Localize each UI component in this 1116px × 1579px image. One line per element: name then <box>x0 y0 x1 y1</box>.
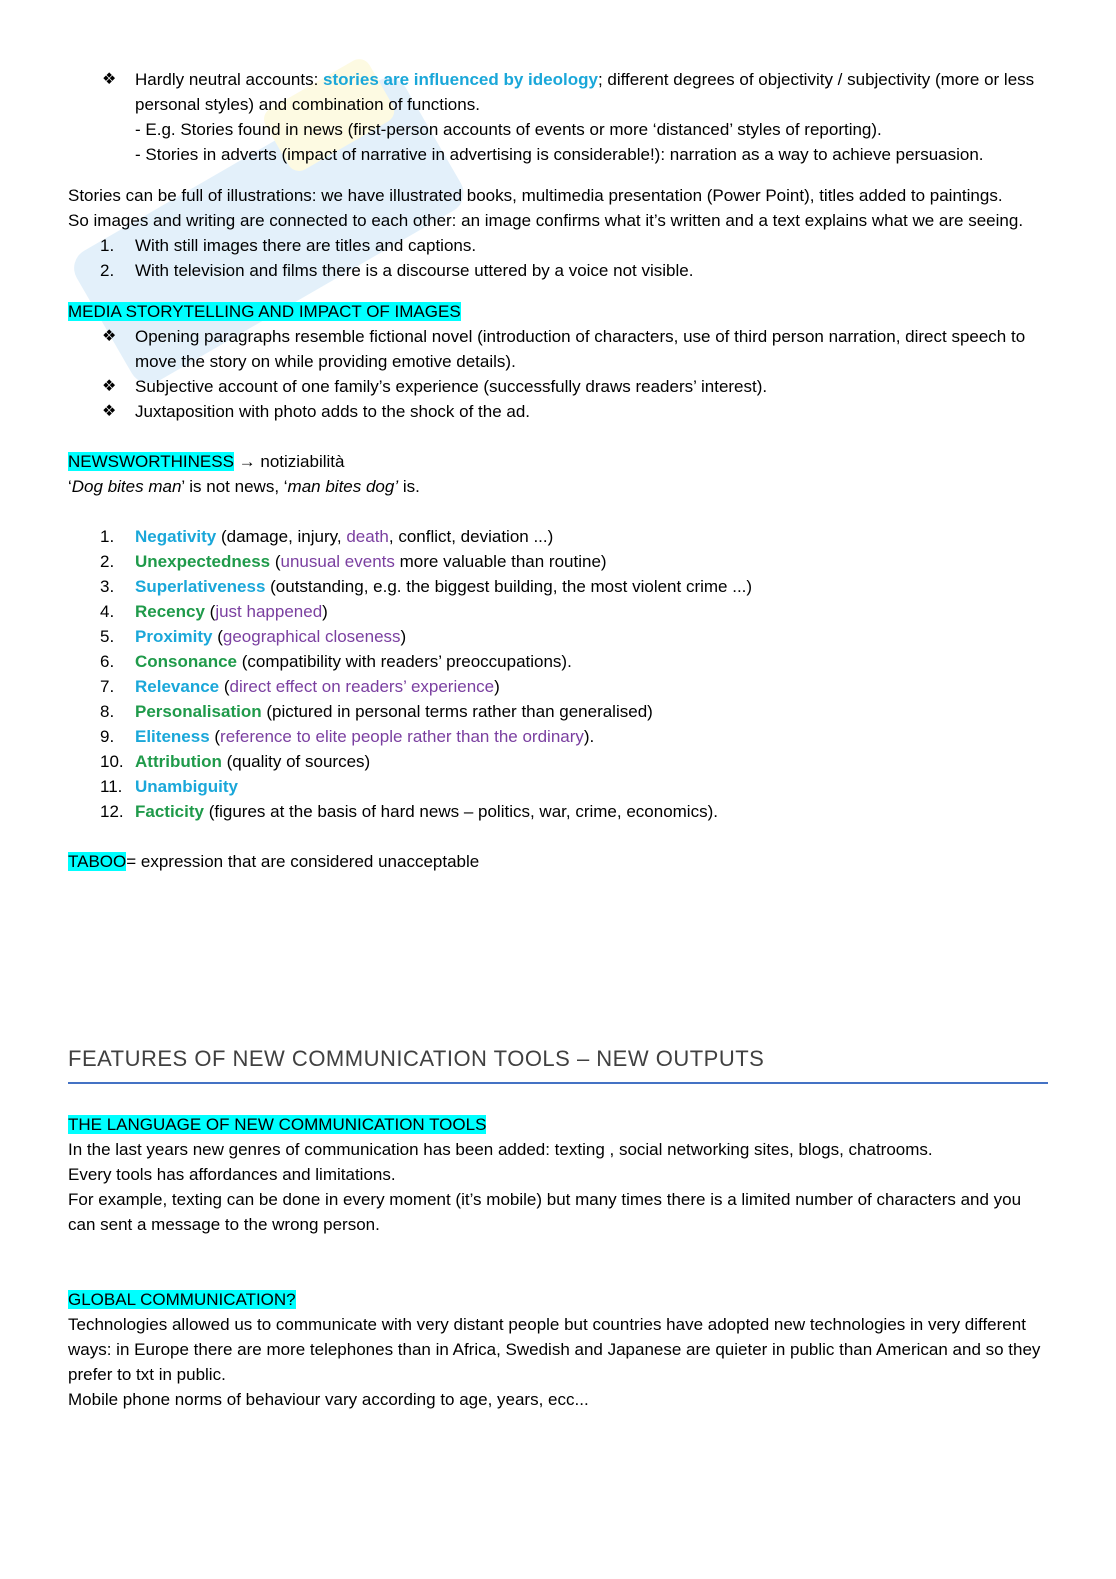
intro-bullet: ❖ Hardly neutral accounts: stories are influenced by ideology; different degrees of objectivity / subjectivity (more or less personal styles) and combination of functions. - E.g. Stories found in news (first-person accounts of events or more ‘distanced’ styles of reporting). - Stories in adverts (impact of narrative in advertising is considerable!): narration as a way to achieve persuasion. <box>68 67 1048 167</box>
news-value-emphasis: just happened <box>215 602 323 621</box>
language-heading: THE LANGUAGE OF NEW COMMUNICATION TOOLS <box>68 1115 487 1134</box>
language-paragraph-3: For example, texting can be done in every moment (it’s mobile) but many times there is a limited number of characters and you can sent a message to the wrong person. <box>68 1190 1022 1234</box>
news-value-text: ) <box>494 677 500 696</box>
news-value-text: ( <box>209 727 221 746</box>
news-value-text: ( <box>212 627 223 646</box>
news-value-term: Unexpectedness <box>135 552 271 571</box>
list-number: 10. <box>100 752 124 771</box>
news-value-text: ) <box>322 602 328 621</box>
media-bullet-list <box>68 324 1048 424</box>
news-value-term: Proximity <box>135 627 213 646</box>
news-value-text: (outstanding, e.g. the biggest building, the most violent crime ...) <box>265 577 753 596</box>
arrow-right-icon: → <box>233 452 261 471</box>
adverts-line: - Stories in adverts (impact of narrative in advertising is considerable!): narration as a way to achieve persuasion. <box>135 145 984 164</box>
news-value-term: Personalisation <box>135 702 262 721</box>
news-values-list <box>68 524 1048 824</box>
diamond-bullet-icon: ❖ <box>102 71 117 88</box>
news-value-item <box>68 749 1048 774</box>
news-value-item <box>68 799 1048 824</box>
news-value-term: Attribution <box>135 752 222 771</box>
news-value-text: (pictured in personal terms rather than generalised) <box>261 702 653 721</box>
diamond-bullet-icon: ❖ <box>102 328 117 345</box>
document-page <box>68 67 1048 1412</box>
news-value-term: Eliteness <box>135 727 210 746</box>
news-value-item <box>68 774 1048 799</box>
list-item: 2. With television and films there is a discourse uttered by a voice not visible. <box>100 261 694 280</box>
list-item: 1. With still images there are titles and captions. <box>100 236 477 255</box>
global-heading: GLOBAL COMMUNICATION? <box>68 1290 296 1309</box>
illustrations-paragraph-2: So images and writing are connected to each other: an image confirms what it’s written and a text explains what we are seeing. <box>68 211 1024 230</box>
list-number: 6. <box>100 652 115 671</box>
illustrations-list <box>68 233 1048 283</box>
news-value-term: Facticity <box>135 802 204 821</box>
diamond-bullet-icon: ❖ <box>102 403 117 420</box>
language-paragraph-1: In the last years new genres of communication has been added: texting , social networking sites, blogs, chatrooms. <box>68 1140 933 1159</box>
media-heading: MEDIA STORYTELLING AND IMPACT OF IMAGES <box>68 302 461 321</box>
illustrations-paragraph-1: Stories can be full of illustrations: we have illustrated books, multimedia presentation (Power Point), titles added to paintings. <box>68 186 1003 205</box>
language-paragraph-2: Every tools has affordances and limitations. <box>68 1165 396 1184</box>
list-item: ❖ Juxtaposition with photo adds to the shock of the ad. <box>68 399 1048 424</box>
news-value-text: (quality of sources) <box>221 752 371 771</box>
news-value-text: ( <box>219 677 230 696</box>
dog-bites-man-line: ‘Dog bites man’ is not news, ‘man bites dog’ is. <box>68 477 420 496</box>
news-value-term: Relevance <box>135 677 220 696</box>
news-value-emphasis: direct effect on readers’ experience <box>229 677 495 696</box>
news-value-emphasis: unusual events <box>280 552 395 571</box>
list-number: 12. <box>100 802 124 821</box>
news-value-emphasis: geographical closeness <box>222 627 401 646</box>
list-number: 3. <box>100 577 115 596</box>
list-number: 1. <box>100 527 115 546</box>
list-number: 4. <box>100 602 115 621</box>
news-value-item <box>68 724 1048 749</box>
news-value-item <box>68 599 1048 624</box>
list-number: 8. <box>100 702 115 721</box>
news-value-text: ( <box>204 602 216 621</box>
news-value-emphasis: reference to elite people rather than the ordinary <box>220 727 584 746</box>
news-value-item <box>68 574 1048 599</box>
newsworthiness-heading: NEWSWORTHINESS → notiziabilità <box>68 452 345 471</box>
news-value-item <box>68 524 1048 549</box>
list-item: ❖ Opening paragraphs resemble fictional novel (introduction of characters, use of third person narration, direct speech to move the story on while providing emotive details). <box>68 324 1048 374</box>
list-item: ❖ Subjective account of one family’s experience (successfully draws readers’ interest). <box>68 374 1048 399</box>
diamond-bullet-icon: ❖ <box>102 378 117 395</box>
news-value-item <box>68 549 1048 574</box>
list-number: 7. <box>100 677 115 696</box>
news-value-term: Consonance <box>135 652 238 671</box>
news-value-text: more valuable than routine) <box>394 552 607 571</box>
list-number: 2. <box>100 552 115 571</box>
news-value-text: ). <box>583 727 595 746</box>
news-value-term: Unambiguity <box>135 777 238 796</box>
global-paragraph-2: Mobile phone norms of behaviour vary according to age, years, ecc... <box>68 1390 589 1409</box>
news-value-text: ( <box>270 552 281 571</box>
news-value-item <box>68 699 1048 724</box>
news-value-text: (compatibility with readers’ preoccupations). <box>237 652 572 671</box>
list-number: 9. <box>100 727 115 746</box>
news-value-item <box>68 649 1048 674</box>
ideology-highlight: stories are influenced by ideology <box>323 70 598 89</box>
news-value-term: Recency <box>135 602 205 621</box>
news-value-term: Negativity <box>135 527 217 546</box>
section-title: FEATURES OF NEW COMMUNICATION TOOLS – NEW OUTPUTS <box>68 1044 1048 1084</box>
news-value-emphasis: death <box>346 527 389 546</box>
news-value-text: ) <box>400 627 407 646</box>
news-value-item <box>68 624 1048 649</box>
list-number: 11. <box>100 777 123 796</box>
news-value-text: (damage, injury, <box>216 527 347 546</box>
news-value-term: Superlativeness <box>135 577 266 596</box>
taboo-line: TABOO= expression that are considered unacceptable <box>68 852 480 871</box>
list-number: 5. <box>100 627 115 646</box>
news-value-text: (figures at the basis of hard news – politics, war, crime, economics). <box>203 802 718 821</box>
news-value-item <box>68 674 1048 699</box>
global-paragraph-1: Technologies allowed us to communicate with very distant people but countries have adopted new technologies in very different ways: in Europe there are more telephones than in Africa, Swedish and Japanese are quieter in public than American and so they prefer to txt in public. <box>68 1315 1041 1384</box>
news-value-text: , conflict, deviation ...) <box>388 527 554 546</box>
intro-bullet-list <box>68 67 1048 167</box>
